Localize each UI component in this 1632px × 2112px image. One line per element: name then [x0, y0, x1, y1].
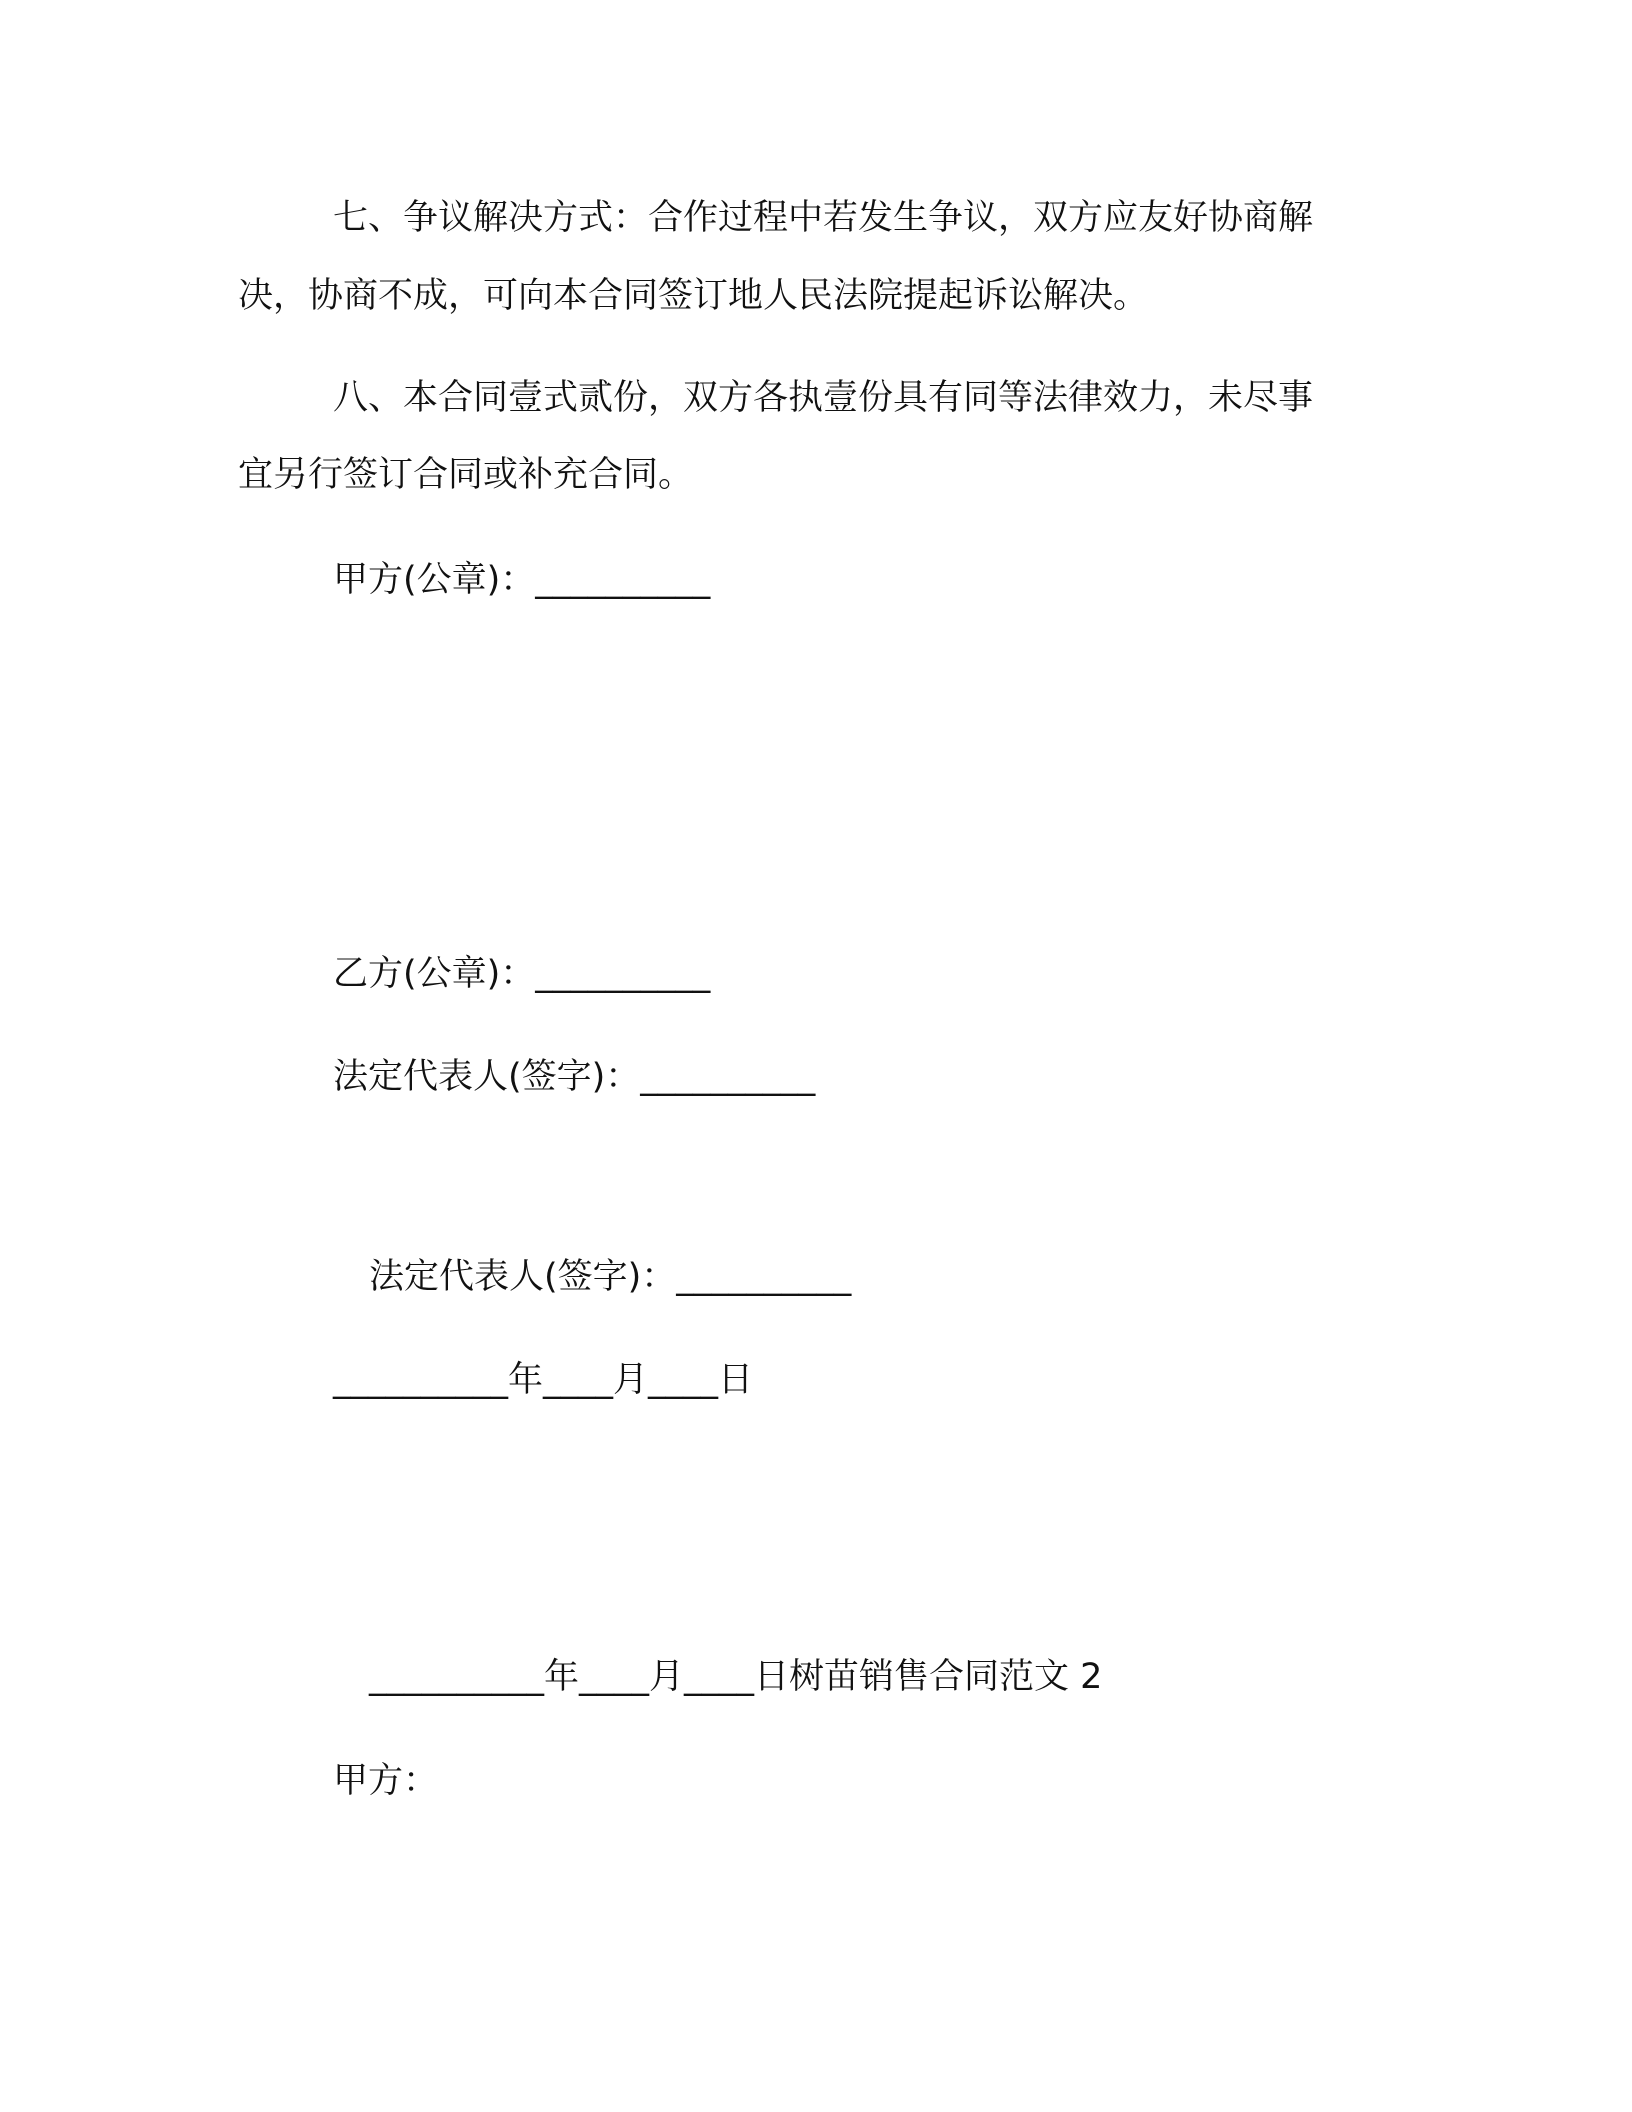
- date-line: __________年____月____日: [333, 1360, 754, 1400]
- clause-8-line-1: 八、本合同壹式贰份，双方各执壹份具有同等法律效力，未尽事: [333, 378, 1314, 418]
- clause-7-line-1: 七、争议解决方式：合作过程中若发生争议，双方应友好协商解: [333, 198, 1314, 238]
- party-a-label: 甲方：: [333, 1761, 439, 1801]
- date-and-title-line: __________年____月____日树苗销售合同范文 2: [369, 1657, 1103, 1697]
- clause-8-line-2: 宜另行签订合同或补充合同。: [238, 455, 694, 495]
- legal-representative-line-1: 法定代表人(签字)：__________: [333, 1057, 816, 1097]
- legal-representative-line-2: 法定代表人(签字)：__________: [369, 1257, 852, 1297]
- party-b-seal-line: 乙方(公章)：__________: [333, 954, 711, 994]
- party-a-seal-line: 甲方(公章)：__________: [333, 560, 711, 600]
- clause-7-line-2: 决，协商不成，可向本合同签订地人民法院提起诉讼解决。: [238, 276, 1149, 316]
